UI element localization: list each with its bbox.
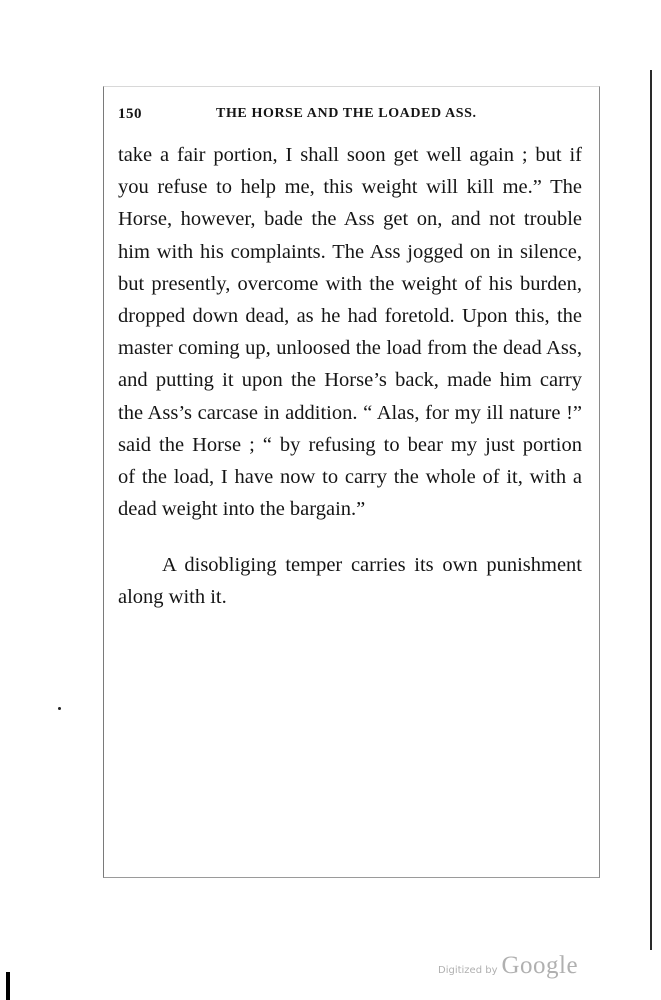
moral-line: along with it. xyxy=(118,586,227,609)
body-paragraph xyxy=(118,139,582,525)
page-number: 150 xyxy=(118,106,142,122)
moral-line: A disobliging temper carries its own punishment xyxy=(162,554,582,576)
gutter-line xyxy=(650,70,652,950)
ink-speck xyxy=(58,707,61,710)
text-line: Horse, however, bade the Ass get on, and not trouble xyxy=(118,208,582,231)
text-line: him with his complaints. The Ass jogged on in silence, xyxy=(118,240,582,263)
digitized-watermark xyxy=(438,952,578,980)
moral-paragraph xyxy=(118,549,582,613)
text-line: said the Horse ; “ by refusing to bear my just portion xyxy=(118,433,582,456)
running-title: THE HORSE AND THE LOADED ASS. xyxy=(216,106,477,121)
text-line: master coming up, unloosed the load from the dead Ass, xyxy=(118,337,582,360)
text-line: but presently, overcome with the weight of his burden, xyxy=(118,272,582,295)
running-head xyxy=(118,106,586,126)
text-line: of the load, I have now to carry the whole of it, with a xyxy=(118,465,582,488)
watermark-prefix: Digitized by xyxy=(438,965,498,976)
text-line: and putting it upon the Horse’s back, made him carry xyxy=(118,369,582,392)
text-line: dead weight into the bargain.” xyxy=(118,498,366,521)
text-line: dropped down dead, as he had foretold. Upon this, the xyxy=(118,304,582,327)
text-line: take a fair portion, I shall soon get well again ; but if xyxy=(118,144,582,166)
text-line: you refuse to help me, this weight will kill me.” The xyxy=(118,176,582,199)
text-line: the Ass’s carcase in addition. “ Alas, for my ill nature !” xyxy=(118,401,582,424)
binding-mark xyxy=(6,972,10,1000)
watermark-brand: Google xyxy=(501,952,579,979)
